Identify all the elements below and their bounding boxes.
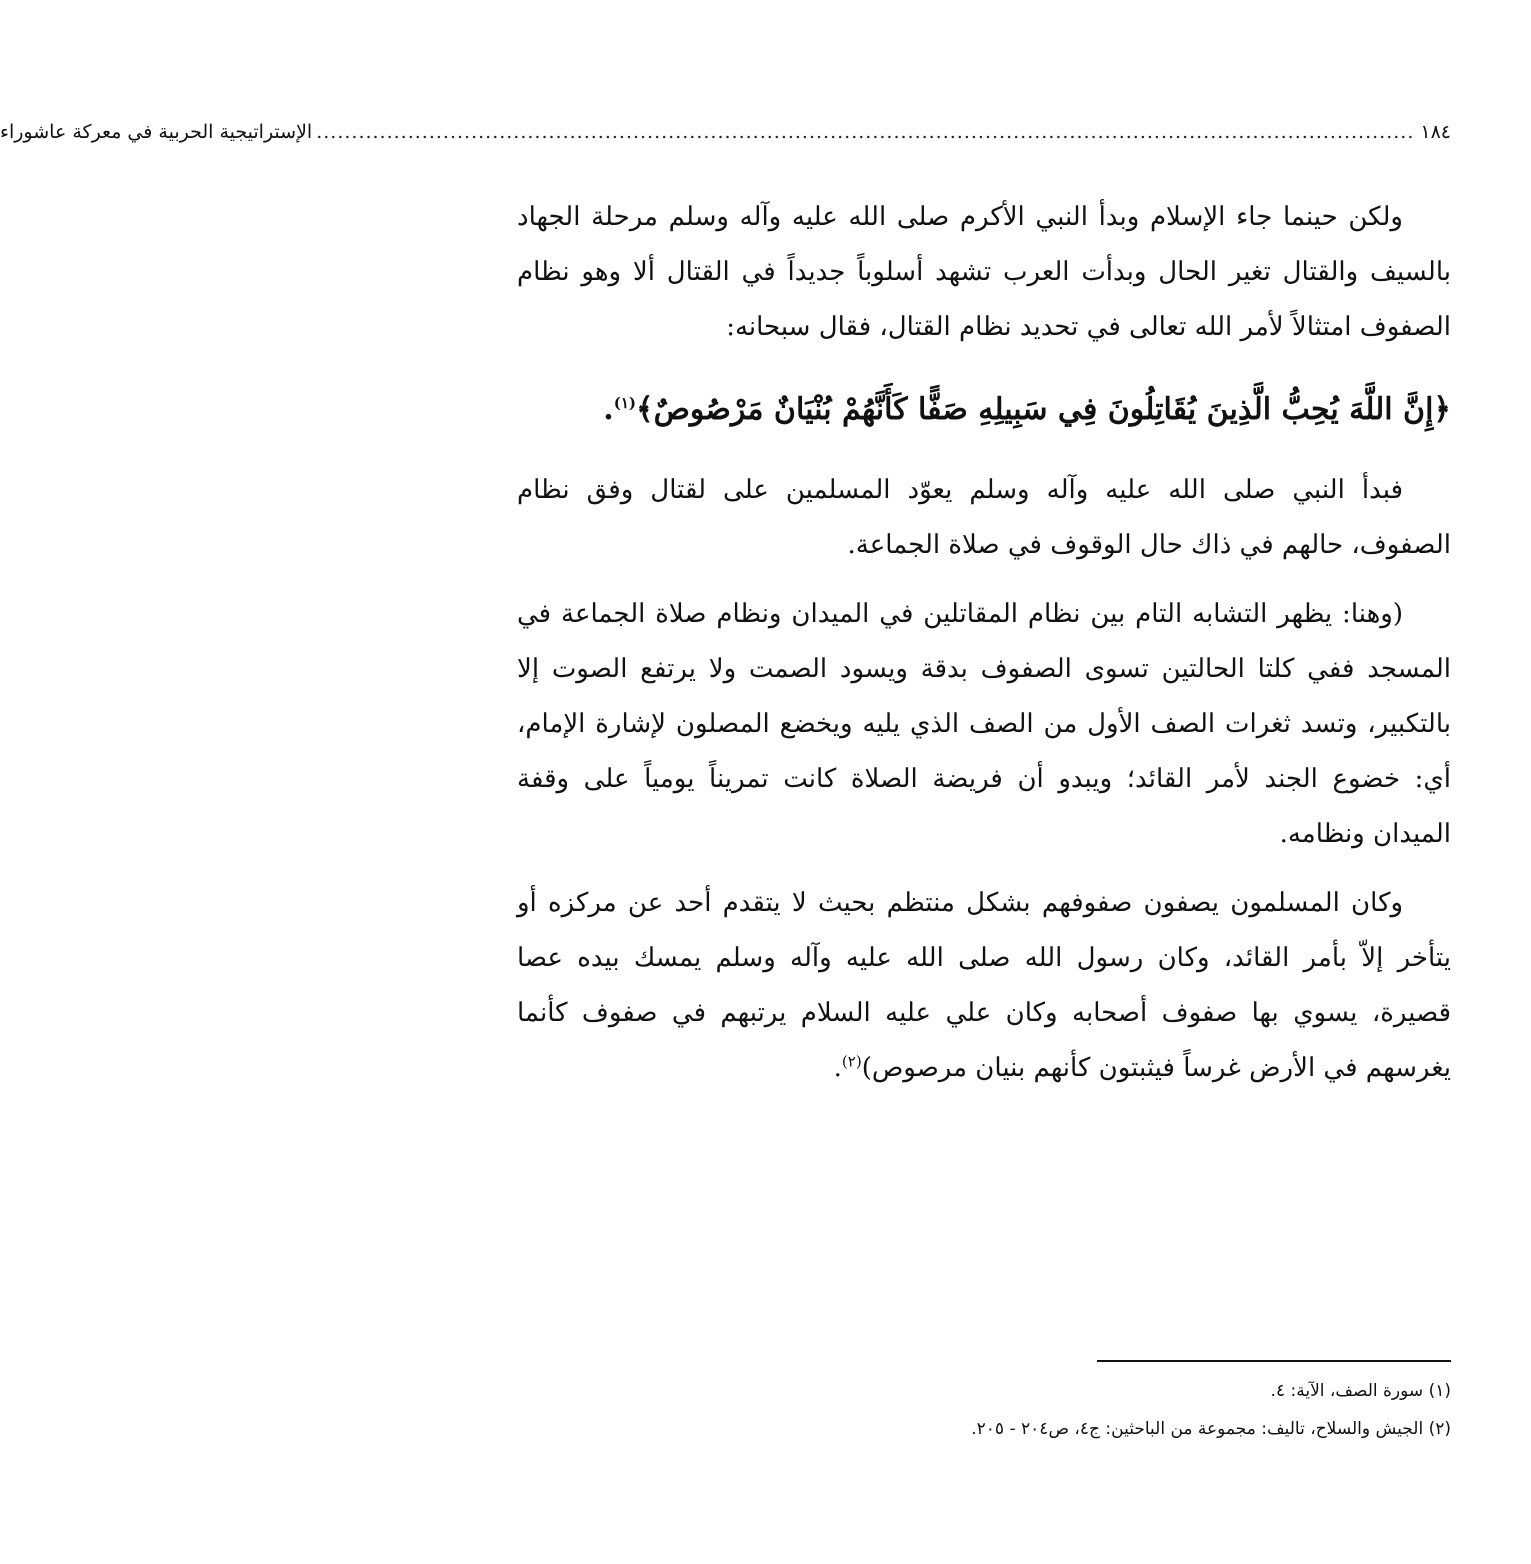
verse-text: ﴿إِنَّ اللَّهَ يُحِبُّ الَّذِينَ يُقَاتِلُونَ فِي سَبِيلِهِ صَفًّا كَأَنَّهُمْ بُنْيَانٌ مَرْصُوصٌ﴾ <box>636 392 1451 427</box>
body-text <box>517 190 1451 1110</box>
footnote-1: (١) سورة الصف، الآية: ٤. <box>1270 1381 1451 1401</box>
page-header <box>0 112 1451 152</box>
paragraph-4-text: وكان المسلمون يصفون صفوفهم بشكل منتظم بحيث لا يتقدم أحد عن مركزه أو يتأخر إلاّ بأمر القائد، وكان رسول الله صلى الله عليه وآله وسلم يمسك بيده عصا قصيرة، يسوي بها صفوف أصحابه وكان علي عليه السلام يرتبهم في صفوف كأنما يغرسهم في الأرض غرساً فيثبتون كأنهم بنيان مرصوص) <box>517 888 1451 1083</box>
paragraph-2: فبدأ النبي صلى الله عليه وآله وسلم يعوّد المسلمين على لقتال وفق نظام الصفوف، حالهم في ذاك حال الوقوف في صلاة الجماعة. <box>517 475 1451 560</box>
paragraph-3: (وهنا: يظهر التشابه التام بين نظام المقاتلين في الميدان ونظام صلاة الجماعة في المسجد ففي كلتا الحالتين تسوى الصفوف بدقة ويسود الصمت ولا يرتفع الصوت إلا بالتكبير، وتسد ثغرات الصف الأول من الصف الذي يليه ويخضع المصلون لإشارة الإمام، أي: خضوع الجند لأمر القائد؛ ويبدو أن فريضة الصلاة كانت تمريناً يومياً على وقفة الميدان ونظامه. <box>517 599 1451 849</box>
header-leader-dots: ............................................................................................................................................................ <box>316 121 1415 143</box>
quran-verse <box>517 377 1451 443</box>
verse-end: . <box>603 392 614 427</box>
footnote-2: (٢) الجيش والسلاح، تاليف: مجموعة من الباحثين: ج٤، ص٢٠٤ - ٢٠٥. <box>971 1419 1451 1439</box>
page-number: ١٨٤ <box>1420 121 1451 143</box>
paragraph-4 <box>517 876 1451 1096</box>
running-title: الإستراتيجية الحربية في معركة عاشوراء <box>0 121 313 143</box>
footnote-ref-1[interactable]: (١) <box>613 394 637 412</box>
paragraph-1: ولكن حينما جاء الإسلام وبدأ النبي الأكرم صلى الله عليه وآله وسلم مرحلة الجهاد بالسيف والقتال تغير الحال وبدأت العرب تشهد أسلوباً جديداً في القتال ألا وهو نظام الصفوف امتثالاً لأمر الله تعالى في تحديد نظام القتال، فقال سبحانه: <box>517 202 1451 342</box>
footnote-divider <box>1097 1360 1451 1362</box>
paragraph-4-end: . <box>833 1053 842 1083</box>
footnote-ref-2[interactable]: (٢) <box>841 1052 862 1071</box>
footnotes <box>517 1372 1451 1448</box>
